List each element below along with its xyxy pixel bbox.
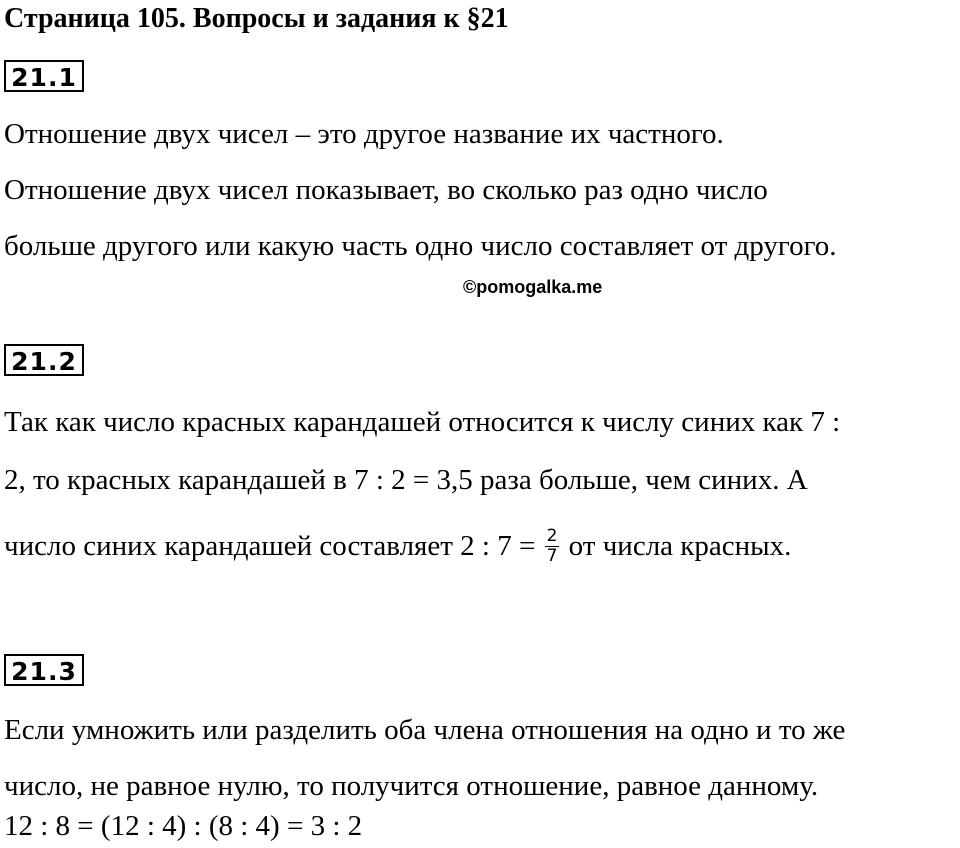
section-21-2-line-3-after: от числа красных. xyxy=(561,530,792,562)
fraction xyxy=(545,527,560,566)
watermark: ©pomogalka.me xyxy=(463,277,603,297)
section-21-2-line-1: Так как число красных карандашей относится к числу синих как 7 : xyxy=(4,406,841,438)
section-21-1-line-3: больше другого или какую часть одно число составляет от другого. xyxy=(4,230,837,262)
section-number-21-1: 21.1 xyxy=(4,60,84,92)
section-21-2-line-3 xyxy=(4,525,792,568)
page-title: Страница 105. Вопросы и задания к §21 xyxy=(4,3,509,34)
section-21-2-line-2: 2, то красных карандашей в 7 : 2 = 3,5 раза больше, чем синих. А xyxy=(4,464,808,496)
fraction-numerator: 2 xyxy=(546,525,558,546)
section-21-3-line-2: число, не равное нулю, то получится отношение, равное данному. xyxy=(4,770,819,802)
section-21-3-line-3: 12 : 8 = (12 : 4) : (8 : 4) = 3 : 2 xyxy=(4,810,363,842)
section-21-2-line-3-before: число синих карандашей составляет 2 : 7 = xyxy=(4,530,543,562)
section-21-1-line-1: Отношение двух чисел – это другое название их частного. xyxy=(4,118,724,150)
section-number-21-2: 21.2 xyxy=(4,344,84,376)
section-21-1-line-2: Отношение двух чисел показывает, во сколько раз одно число xyxy=(4,174,768,206)
fraction-denominator: 7 xyxy=(546,545,558,566)
section-number-21-3: 21.3 xyxy=(4,654,84,686)
section-21-3-line-1: Если умножить или разделить оба члена отношения на одно и то же xyxy=(4,714,846,746)
